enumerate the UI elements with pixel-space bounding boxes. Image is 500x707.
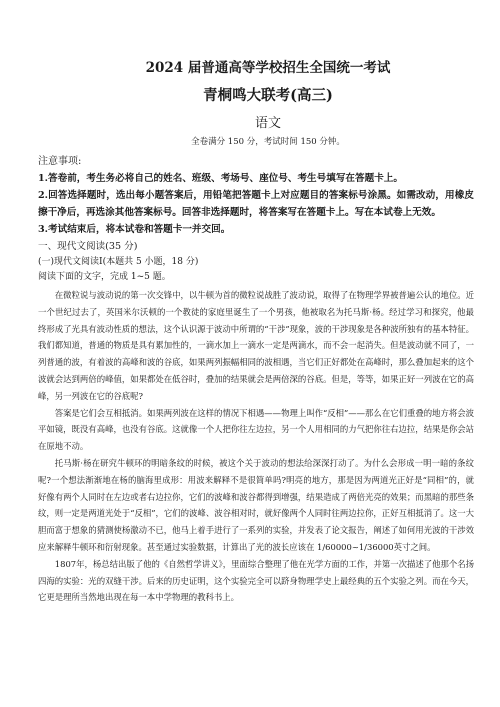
- passage-paragraph-1: 在微粒说与波动说的第一次交锋中，以牛顿为首的微粒说战胜了波动说，取得了在物理学界被普遍公认的地位。近一个世纪过去了，英国米尔沃顿的一个教徒的家庭里诞生了一个男孩，他被取名为托马斯·杨。经过学习和探究，他最终形成了光具有波动性质的想法，这个认识源于波动中所谓的“干涉”现象，波的干涉现象是各种波所独有的基本特征。我们都知道，普通的物质是具有累加性的，一滴水加上一滴水一定是两滴水，而不会一起消失。但是波动就不同了，一列普通的波，有着波的高峰和波的谷底，如果两列振幅相同的波相遇，当它们正好都处在高峰时，那么叠加起来的这个波就会达到两倍的峰值，如果都处在低谷时，叠加的结果就会是两倍深的谷底。但是，等等，如果正好一列波在它的高峰，另一列波在它的谷底呢?: [38, 290, 474, 401]
- subject-title: 语文: [254, 116, 281, 131]
- notice-heading: 注意事项:: [38, 156, 82, 167]
- subsection-heading: (一)现代文阅读Ⅰ(本题共 5 小题，18 分): [38, 257, 199, 267]
- notice-item-3: 3.考试结束后，将本试卷和答题卡一并交回。: [38, 224, 231, 235]
- passage-paragraph-4: 1807年，杨总结出版了他的《自然哲学讲义》，里面综合整理了他在光学方面的工作，并第一次描述了他那个名扬四海的实验：光的双缝干涉。后来的历史证明，这个实验完全可以跻身物理学史上最经典的五个实验之列。而在今天，它更是理所当然地出现在每一本中学物理的教科书上。: [38, 558, 474, 603]
- exam-title: 2024 届普通高等学校招生全国统一考试: [145, 60, 391, 76]
- passage-paragraph-3: 托马斯·杨在研究牛顿环的明暗条纹的时候，被这个关于波动的想法给深深打动了。为什么会形成一明一暗的条纹呢?一个想法渐渐地在杨的脑海里成形：用波来解释不是很简单吗?明亮的地方，那是因为两道光正好是“同相”的，就好像有两个人同时在左边或者右边拉你，它们的波峰和波谷都得到增强，结果造成了两倍光亮的效果；而黑暗的那些条纹，则一定是两道光处于“反相”，它们的波峰、波谷相对时，就好像两个人同时往两边拉你，正好互相抵消了。这一大胆而富于想象的猜测使杨激动不已，他马上着手进行了一系列的实验，并发表了论文报告，阐述了如何用光波的干涉效应来解释牛顿环和衍射现象。甚至通过实验数据，计算出了光的波长应该在 1/60000~1/36000英寸之间。: [38, 457, 474, 552]
- section-heading: 一、现代文阅读(35 分): [38, 241, 138, 252]
- exam-subtitle: 青桐鸣大联考(高三): [203, 87, 333, 104]
- reading-instruction: 阅读下面的文字，完成 1~5 题。: [38, 272, 171, 282]
- score-time-line: 全卷满分 150 分，考试时间 150 分钟。: [191, 137, 345, 147]
- passage-paragraph-2: 答案是它们会互相抵消。如果两列波在这样的情况下相遇——物理上叫作“反相”——那么在它们重叠的地方将会波平如镜，既没有高峰，也没有谷底。这就像一个人把你往左边拉，另一个人用相同的力气把你往右边拉，结果是你会站在原地不动。: [38, 407, 474, 452]
- notice-item-1: 1.答卷前，考生务必将自己的姓名、班级、考场号、座位号、考生号填写在答题卡上。: [38, 173, 403, 184]
- notice-item-2: 2.回答选择题时，选出每小题答案后，用铅笔把答题卡上对应题目的答案标号涂黑。如需改动，用橡皮擦干净后，再选涂其他答案标号。回答非选择题时，将答案写在答题卡上。写在本试卷上无效。: [38, 190, 474, 218]
